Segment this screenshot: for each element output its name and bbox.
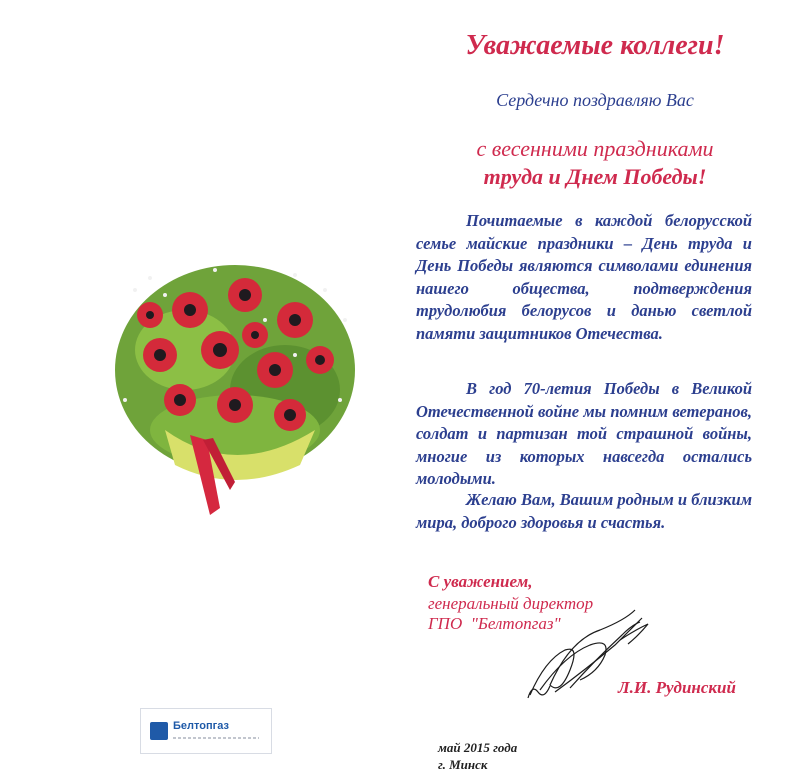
letter-paragraph-text: В год 70-летия Победы в Великой Отечественной войне мы помним ветеранов, солдат и партизан той страшной войны, многие из которых навсегда остались молодыми.: [416, 379, 752, 488]
company-logo: [140, 708, 272, 754]
closing-regards: С уважением,: [428, 572, 533, 591]
closing-company: ГПО "Белтопгаз": [428, 614, 561, 633]
letter-paragraph-text: Желаю Вам, Вашим родным и близким мира, доброго здоровья и счастья.: [416, 490, 752, 532]
letter-paragraph: [416, 210, 752, 345]
letter-city: г. Минск: [438, 757, 488, 772]
letter-paragraph-text: Почитаемые в каждой белорусской семье майские праздники – День труда и День Победы являются символами единения нашего общества, подтверждения трудолюбия белорусов и данью светлой памяти защитников Отечества.: [416, 211, 752, 343]
letter-date: май 2015 года: [438, 740, 518, 755]
letter-holiday-line-1: с весенними праздниками: [476, 136, 714, 161]
closing-position: генеральный директор: [428, 594, 594, 613]
closing-signer-name: Л.И. Рудинский: [618, 678, 736, 697]
beltopgaz-logo-icon: [150, 722, 168, 740]
flower-bouquet-icon: [95, 250, 375, 530]
letter-holiday-line-2: труда и Днем Победы!: [483, 164, 707, 189]
letter-paragraph: [416, 378, 752, 491]
letter-congrats-line: Сердечно поздравляю Вас: [496, 90, 694, 110]
logo-tagline-rule: [173, 737, 259, 739]
letter-paragraph: [416, 489, 752, 534]
company-logo-name: Белтопгаз: [173, 720, 229, 732]
letter-greeting: Уважаемые коллеги!: [465, 30, 725, 61]
